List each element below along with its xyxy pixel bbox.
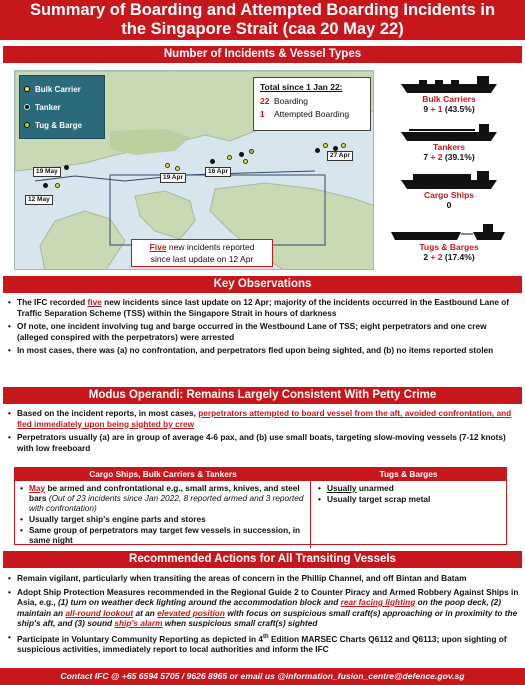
table-item: • Same group of perpetrators may target few vessels in succession, in same night [17,525,306,545]
text: Edition MARSEC Charts Q6112 and Q6113; upon sighting of suspicious activities, immediately report to local authorities and inform the IFC [17,633,507,654]
title-line-1: Summary of Boarding and Attempted Boarding Incidents in [29,1,496,19]
col-tugs [311,481,506,548]
table-item [17,483,306,513]
modus-table [14,467,507,545]
vessel-stat [384,252,514,262]
totals-box [253,77,371,131]
text: with focus on suspicious small craft(s) approaching or in proximity to the ship's aft, and (3) sound [17,607,518,628]
incident-dot [323,143,328,148]
legend-label: Tanker [35,102,61,112]
vessel-new-count: + 2 [430,252,443,262]
text: new incidents since last update on 12 Apr; majority of the incidents occurred in the Eastbound Lane of Traffic Separation Scheme (TSS) within the Singapore Strait in hours of darkness [17,297,510,318]
superscript: th [263,633,269,640]
legend-label: Bulk Carrier [35,84,81,94]
incident-dot [315,148,320,153]
page-title [0,0,525,40]
incident-dot [239,152,244,157]
vessel-name: Tugs & Barges [419,242,479,252]
col-cargo [15,481,311,548]
vessel-base-count: 9 [423,104,429,114]
legend-bulk-carrier [24,80,100,98]
incident-dot [55,183,60,188]
new-incidents-line-2: since last update on 12 Apr [150,254,254,264]
new-incidents-line-1 [132,241,272,253]
vessel-base-count: 0 [446,200,452,210]
text: The IFC recorded [17,297,88,307]
vessel-type-panel [384,70,514,270]
col-header-tugs: Tugs & Barges [379,469,438,479]
note: (Out of 23 incidents since Jan 2022, 8 reported armed and 3 reported with confrontation) [29,493,304,513]
green-dot-icon [24,122,30,128]
legend-label: Tug & Barge [35,120,82,130]
contact-footer: Contact IFC @ +65 6594 5705 / 9626 8965 or email us @information_fusion_centre@defence.gov.sg [0,668,525,685]
vessel-percent: (43.5%) [444,104,475,114]
five-highlight: Five [149,242,167,252]
modus-table-header [15,468,506,481]
vessel-base-count: 2 [423,252,429,262]
modus-item [7,408,519,429]
attempted-label: Attempted Boarding [274,109,350,119]
map-legend [19,75,105,139]
text: unarmed [356,483,394,493]
highlight: elevated position [157,607,225,618]
text: (1) turn on weather deck lighting around the accommodation block and [58,597,341,607]
text: Based on the incident reports, in most cases, [17,408,199,418]
observations-list [7,297,519,359]
actions-list [7,573,519,657]
tug-barge-icon [389,216,509,242]
new-incidents-callout [131,239,273,267]
highlight: perpetrators attempted to board vessel from the aft, avoided confrontation, and fled immediately upon being sighted by crew [17,408,512,429]
text: when suspicious small craft(s) sighted [162,618,318,628]
table-item: • Usually target scrap metal [315,494,502,504]
incident-dot [249,149,254,154]
vessel-percent: (39.1%) [444,152,475,162]
incident-dot [165,163,170,168]
date-label: 12 May [25,195,53,205]
totals-attempted-row [260,109,364,119]
action-item: • Remain vigilant, particularly when transiting the areas of concern in the Phillip Channel, and off Bintan and Batam [7,573,519,584]
observation-item: • Of note, one incident involving tug and barge occurred in the Westbound Lane of TSS; eight perpetrators and one crew (alleged conspired with the perpetrators) were arrested [7,321,519,342]
action-item [7,587,519,629]
text: at an [133,607,158,618]
incident-dot [341,143,346,148]
observation-item [7,297,519,318]
highlight: ship's alarm [114,618,163,628]
yellow-dot-icon [24,86,30,92]
incident-dot [243,159,248,164]
section-header-actions: Recommended Actions for All Transiting Vessels [3,551,522,568]
new-incidents-text: new incidents reported [166,242,255,252]
black-dot-icon [24,104,30,110]
vessel-stat [384,152,514,162]
vessel-name: Bulk Carriers [422,94,476,104]
table-item: • Usually target ship's engine parts and stores [17,514,306,524]
title-line-2: the Singapore Strait (caa 20 May 22) [121,20,404,38]
legend-tug-barge [24,116,100,134]
vessel-tugs-barges [384,216,514,262]
highlight: rear facing lighting [340,597,416,607]
incident-dot [43,183,48,188]
section-header-incidents: Number of Incidents & Vessel Types [3,46,522,63]
vessel-base-count: 7 [423,152,429,162]
modus-list [7,408,519,456]
incident-map [14,70,374,270]
incident-dot [210,159,215,164]
attempted-count: 1 [260,109,265,119]
section-header-observations: Key Observations [3,276,522,293]
section-header-modus: Modus Operandi: Remains Largely Consistent With Petty Crime [3,387,522,404]
vessel-cargo-ships [384,168,514,210]
text: on the poop deck, (2) maintain an [17,597,502,618]
incident-dot [175,166,180,171]
vessel-name: Tankers [433,142,465,152]
totals-title: Total since 1 Jan 22: [260,82,343,92]
cargo-ship-icon [399,168,499,190]
col-header-cargo: Cargo Ships, Bulk Carriers & Tankers [89,469,237,479]
table-item [315,483,502,493]
tanker-icon [399,120,499,142]
highlight: May [29,483,46,493]
vessel-percent: (17.4%) [444,252,475,262]
vessel-name: Cargo Ships [423,190,475,200]
highlight: all-round lookout [65,607,134,618]
date-label: 27 Apr [327,151,353,161]
legend-tanker [24,98,100,116]
date-label: 19 Apr [160,173,186,183]
boarding-count: 22 [260,96,270,106]
highlight: Usually [327,483,357,493]
vessel-stat [384,104,514,114]
bulk-carrier-icon [399,72,499,94]
text: Participate in Voluntary Community Reporting as depicted in 4 [17,633,264,644]
boarding-label: Boarding [274,96,309,106]
vessel-new-count: + 2 [430,152,443,162]
vessel-new-count: + 1 [430,104,443,114]
date-label: 16 Apr [205,167,231,177]
modus-table-body [15,481,506,548]
incident-dot [227,155,232,160]
observation-item: • In most cases, there was (a) no confrontation, and perpetrators fled upon being sighted, and (b) no items reported stolen [7,345,519,356]
italic-text [17,597,517,628]
vessel-stat [384,200,514,210]
five-highlight: five [87,297,102,307]
text: be armed and confrontational e.g., small arms, knives, and steel bars [29,483,300,503]
incident-dot [64,165,69,170]
date-label: 19 May [33,167,61,177]
vessel-tankers [384,120,514,162]
modus-item: • Perpetrators usually (a) are in group of average 4-6 pax, and (b) use small boats, targeting slow-moving vessels (7-12 knots) with low freeboard [7,432,519,453]
text: Adopt Ship Protection Measures recommended in the Regional Guide 2 to Counter Piracy and Armed Robbery Against Ships in Asia, e.g., [17,586,519,607]
totals-boarding-row [260,96,364,106]
vessel-bulk-carriers [384,72,514,114]
action-item [7,632,519,655]
